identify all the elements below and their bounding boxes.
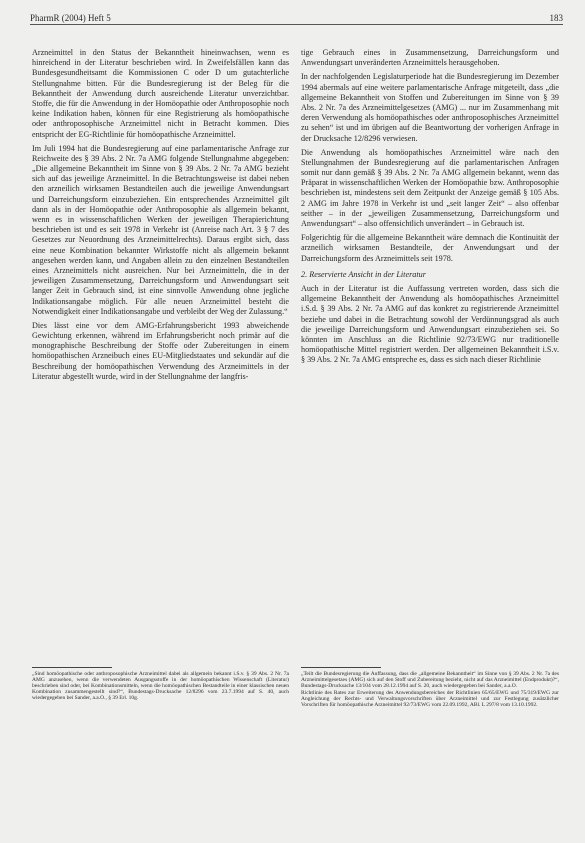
paragraph: Folgerichtig für die allgemeine Bekanntheit wäre demnach die Kontinuität der arzneilich wirksamen Bestandteile, der Anwendungsart und der Darreichungsform des Arzneimittels seit 1978. bbox=[301, 233, 559, 263]
paragraph: Dies lässt eine vor dem AMG-Erfahrungsbericht 1993 abweichende Gewichtung erkennen, während im Erfahrungsbericht noch primär auf die monographische Beschreibung der Stoffe oder Zubereitungen in einem homöopathischen Arzneibuch eines EU-Mitgliedstaates und sekundär auf die Beschreibung der homöopathischen Verwendung des Arzneimittels in der Literatur abgestellt wurde, wird in der Stellungnahme der langfris- bbox=[32, 320, 289, 381]
footnote: „Sind homöopathische oder anthroposophische Arzneimittel dabei als allgemein bekannt i.S.v. § 39 Abs. 2 Nr. 7a AMG anzusehen, wenn die verwendeten Ausgangsstoffe in der homöopathischen Wissenschaft (Literatur) beschrieben sind oder, bei Kombinationsmitteln, wenn die homöopathischen Bestandteile in einer klassischen neuen Kombination zusammengestellt sind?“, Bundestags-Drucksache 12/8296 vom 23.7.1994 auf S. 40, auch wiedergegeben bei Sander, a.a.O., § 39 Erl. 10g. bbox=[32, 671, 289, 702]
journal-title: PharmR (2004) Heft 5 bbox=[30, 13, 111, 23]
footnotes-right bbox=[301, 667, 559, 710]
paragraph: tige Gebrauch eines in Zusammensetzung, Darreichungsform und Anwendungsart unveränderten Arzneimittels herausgehoben. bbox=[301, 48, 559, 68]
running-header bbox=[30, 9, 563, 23]
section-heading: 2. Reservierte Ansicht in der Literatur bbox=[301, 269, 426, 279]
left-column bbox=[32, 48, 289, 386]
footnote: Richtlinie des Rates zur Erweiterung des Anwendungsbereiches der Richtlinien 65/65/EWG und 75/319/EWG zur Angleichung der Rechts- und Verwaltungsvorschriften über Arzneimittel und zur Festlegung zusätzlicher Vorschriften für homöopathische Arzneimittel 92/73/EWG vom 22.09.1992, ABl. L 297/8 vom 13.10.1992. bbox=[301, 690, 559, 709]
paragraph: Arzneimittel in den Status der Bekanntheit hineinwachsen, wenn es hinreichend in der Literatur beschrieben wird. In Zweifelsfällen kann das Bundesgesundheitsamt die Kommissionen C oder D um gutachterliche Stellungnahme bitten. Für die Bundesregierung ist der Beleg für die Bekanntheit der Anwendung durch ausreichende Literatur unverzichtbar. Stoffe, die für die Anwendung in der Homöopathie oder Anthroposophie noch keine Indikation haben, können für eine Registrierung als homöopathische oder anthroposophische Arzneimittel nicht in Betracht kommen. Dies entspricht der EG-Richtlinie für homöopathische Arzneimittel. bbox=[32, 48, 289, 139]
footnotes-left bbox=[32, 667, 289, 702]
right-column bbox=[301, 48, 559, 369]
page-number: 183 bbox=[549, 13, 563, 23]
paragraph: Die Anwendung als homöopathisches Arzneimittel wäre nach den Stellungnahmen der Bundesregierung auf die parlamentarischen Anfragen somit nur dann gemäß § 39 Abs. 2 Nr. 7a AMG allgemein bekannt, wenn das Präparat in wissenschaftlichen Werken der Homöopathie bzw. Anthroposophie beschrieben ist, mindestens seit dem Zeitpunkt der Anzeige gemäß § 105 Abs. 2 AMG im Jahre 1978 in Verkehr ist und „seit langer Zeit“ – also offenbar seither – in der „jeweiligen Zusammensetzung, Darreichungsform und Anwendungsart“ – also offensichtlich unverändert – in Gebrauch ist. bbox=[301, 147, 559, 228]
paragraph: Auch in der Literatur ist die Auffassung vertreten worden, dass sich die allgemeine Bekanntheit der Anwendung als homöopathisches Arzneimittel i.S.d. § 39 Abs. 2 Nr. 7a AMG auf das konkret zu registrierende Arzneimittel beziehe und dabei in die Betrachtung sowohl der Verdünnungsgrad als auch die jeweilige Darreichungsform und Anwendungsart einzubeziehen sei. So könnten im Anschluss an die Richtlinie 92/73/EWG nur traditionelle homöopathische Mittel registriert werden. Der allgemeinen Bekanntheit i.S.v. § 39 Abs. 2 Nr. 7a AMG entspreche es, dass es sich nach dieser Richtlinie bbox=[301, 283, 559, 365]
footnote: „Teilt die Bundesregierung die Auffassung, dass die „allgemeine Bekanntheit“ im Sinne von § 39 Abs. 2 Nr. 7a des Arzneimittelgesetzes (AMG) sich auf den Stoff und Zubereitung bezieht, nicht auf das Arzneimittel (Endprodukt)?“, Bundestags-Drucksache 13/104 vom 28.12.1994 auf S. 20, auch wiedergegeben bei Sander, a.a.O. bbox=[301, 671, 559, 690]
header-rule bbox=[30, 24, 563, 25]
footnote-rule bbox=[32, 667, 112, 668]
footnote-rule bbox=[301, 667, 381, 668]
paragraph: In der nachfolgenden Legislaturperiode hat die Bundesregierung im Dezember 1994 abermals auf eine weitere parlamentarische Anfrage mitgeteilt, dass „die allgemeine Bekanntheit von Stoffen und Zubereitungen im Sinne von § 39 Abs. 2 Nr. 7a des Arzneimittelgesetzes (AMG) ... nur im Zusammenhang mit deren Verwendung als homöopathisches oder anthroposophisches Arzneimittel zu sehen“ ist und im übrigen auf die Beantwortung der vorherigen Anfrage in der Drucksache 12/8296 verwiesen. bbox=[301, 72, 559, 143]
paragraph: Im Juli 1994 hat die Bundesregierung auf eine parlamentarische Anfrage zur Reichweite des § 39 Abs. 2 Nr. 7a AMG folgende Stellungnahme abgegeben: „Die allgemeine Bekanntheit im Sinne von § 39 Abs. 2 Nr. 7a AMG bezieht sich auf das jeweilige Arzneimittel. In die Betrachtungsweise ist dabei neben den arzneilich wirksamen Bestandteilen auch die jeweilige Anwendungsart und Darreichungsform einzubeziehen. Ein entsprechendes Arzneimittel gilt dann als in der Homöopathie oder Anthroposophie als allgemein bekannt, wenn es in wissenschaftlichen Werken der jeweiligen Therapierichtung beschrieben ist und es seit 1978 in Verkehr ist (Anreise nach Art. 3 § 7 des Gesetzes zur Neuordnung des Arzneimittelrechts). Daraus ergibt sich, dass eine neue Kombination bekannter Wirkstoffe nicht als allgemein bekannt angesehen werden kann, und Angaben allein zu den einzelnen Bestandteilen eines Arzneimittels nicht ausreichen. Nur bei Arzneimitteln, die in der jeweiligen Zusammensetzung, Darreichungsform und Anwendungsart seit langer Zeit in Gebrauch sind, ist eine sinnvolle Anwendung ohne jegliche Indikationsangabe möglich. Für alle neuen Arzneimittel besteht die Notwendigkeit einer Indikationsangabe und verbleibt der Weg der Zulassung.“ bbox=[32, 143, 289, 316]
